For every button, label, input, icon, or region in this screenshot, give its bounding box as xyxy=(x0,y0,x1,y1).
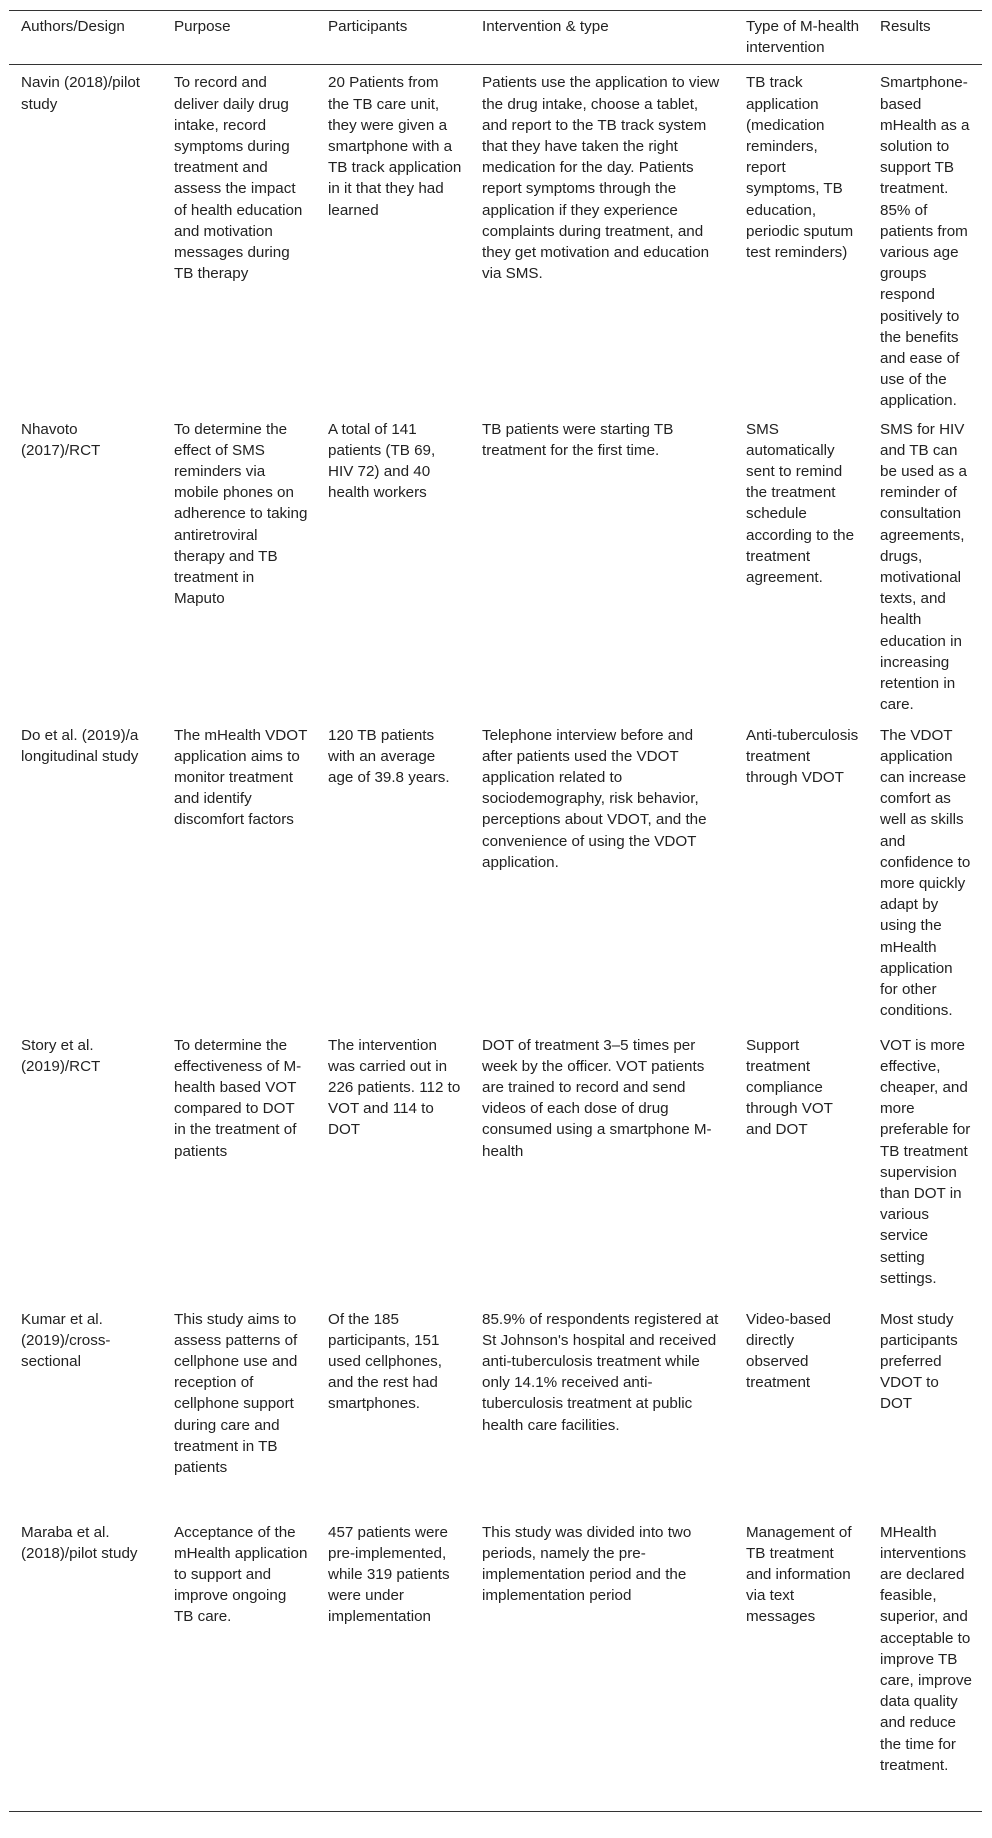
cell-purpose: The mHealth VDOT application aims to monitor treatment and identify discomfort factors xyxy=(174,726,308,829)
cell-author: Navin (2018)/pilot study xyxy=(21,74,141,113)
table-row xyxy=(9,1302,982,1515)
cell-purpose: To determine the effectiveness of M-health based VOT compared to DOT in the treatment of patients xyxy=(174,1036,302,1160)
header-authors-design: Authors/Design xyxy=(21,18,125,35)
cell-purpose: Acceptance of the mHealth application to support and improve ongoing TB care. xyxy=(174,1523,308,1626)
table-row xyxy=(9,65,982,412)
cell-intervention: This study was divided into two periods, namely the pre-implementation period and the implementation period xyxy=(482,1523,692,1605)
table-row xyxy=(9,718,982,1028)
cell-intervention: TB patients were starting TB treatment for the first time. xyxy=(482,420,674,459)
cell-purpose: To determine the effect of SMS reminders via mobile phones on adherence to taking antiretroviral therapy and TB treatment in Maputo xyxy=(174,420,308,608)
cell-author: Story et al. (2019)/RCT xyxy=(21,1036,101,1075)
studies-table xyxy=(9,10,982,1812)
cell-results: MHealth interventions are declared feasible, superior, and acceptable to improve TB care, improve data quality and reduce the time for treatment. xyxy=(880,1523,973,1774)
header-results: Results xyxy=(880,18,931,35)
cell-mhealth-type: Video-based directly observed treatment xyxy=(746,1310,832,1392)
table-body xyxy=(9,65,982,1812)
cell-participants: The intervention was carried out in 226 patients. 112 to VOT and 114 to DOT xyxy=(328,1036,461,1139)
cell-results: SMS for HIV and TB can be used as a reminder of consultation agreements, drugs, motivational texts, and health education in increasing retention in care. xyxy=(880,420,967,714)
cell-results: The VDOT application can increase comfort as well as skills and confidence to more quickly adapt by using the mHealth application for other conditions. xyxy=(880,726,971,1020)
cell-purpose: This study aims to assess patterns of cellphone use and reception of cellphone support during care and treatment in TB patients xyxy=(174,1310,298,1477)
header-intervention-type: Intervention & type xyxy=(482,18,609,35)
cell-results: Smartphone-based mHealth as a solution to support TB treatment. 85% of patients from various age groups respond positively to the benefits and ease of use of the application. xyxy=(880,74,970,410)
cell-participants: 20 Patients from the TB care unit, they were given a smartphone with a TB track application in it that they had learned xyxy=(328,74,462,219)
cell-mhealth-type: SMS automatically sent to remind the treatment schedule according to the treatment agreement. xyxy=(746,420,855,587)
table-row xyxy=(9,1515,982,1812)
header-purpose: Purpose xyxy=(174,18,231,35)
table-row xyxy=(9,1028,982,1302)
cell-author: Do et al. (2019)/a longitudinal study xyxy=(21,726,139,765)
header-mhealth-type: Type of M-health intervention xyxy=(746,18,860,57)
cell-author: Kumar et al. (2019)/cross-sectional xyxy=(21,1310,111,1371)
cell-author: Nhavoto (2017)/RCT xyxy=(21,420,101,459)
cell-intervention: Patients use the application to view the drug intake, choose a tablet, and report to the TB track system that they have taken the right medication for the day. Patients report symptoms through the application if they experience complaints during treatment, and they get motivation and education via SMS. xyxy=(482,74,720,283)
cell-results: VOT is more effective, cheaper, and more preferable for TB treatment supervision than DOT in various service setting settings. xyxy=(880,1036,971,1287)
cell-intervention: 85.9% of respondents registered at St Johnson's hospital and received anti-tuberculosis treatment while only 14.1% received anti-tuberculosis treatment at public health care facilities. xyxy=(482,1310,719,1434)
cell-purpose: To record and deliver daily drug intake, record symptoms during treatment and assess the impact of health education and motivation messages during TB therapy xyxy=(174,74,303,283)
table-row xyxy=(9,412,982,718)
table-header xyxy=(9,11,982,65)
cell-participants: A total of 141 patients (TB 69, HIV 72) and 40 health workers xyxy=(328,420,436,502)
cell-mhealth-type: TB track application (medication reminders, report symptoms, TB education, periodic sputum test reminders) xyxy=(746,74,854,262)
cell-intervention: Telephone interview before and after patients used the VDOT application related to sociodemography, risk behavior, perceptions about VDOT, and the convenience of using the VDOT application. xyxy=(482,726,707,871)
cell-results: Most study participants preferred VDOT to DOT xyxy=(880,1310,958,1413)
cell-author: Maraba et al. (2018)/pilot study xyxy=(21,1523,138,1562)
cell-mhealth-type: Anti-tuberculosis treatment through VDOT xyxy=(746,726,859,787)
cell-participants: 457 patients were pre-implemented, while 319 patients were under implementation xyxy=(328,1523,450,1626)
cell-mhealth-type: Support treatment compliance through VOT and DOT xyxy=(746,1036,833,1139)
header-participants: Participants xyxy=(328,18,408,35)
cell-intervention: DOT of treatment 3–5 times per week by the officer. VOT patients are trained to record and send videos of each dose of drug consumed using a smartphone M-health xyxy=(482,1036,712,1160)
cell-mhealth-type: Management of TB treatment and information via text messages xyxy=(746,1523,852,1626)
header-row xyxy=(9,11,982,65)
cell-participants: Of the 185 participants, 151 used cellphones, and the rest had smartphones. xyxy=(328,1310,442,1413)
cell-participants: 120 TB patients with an average age of 39.8 years. xyxy=(328,726,450,787)
studies-table-container xyxy=(9,10,982,1812)
